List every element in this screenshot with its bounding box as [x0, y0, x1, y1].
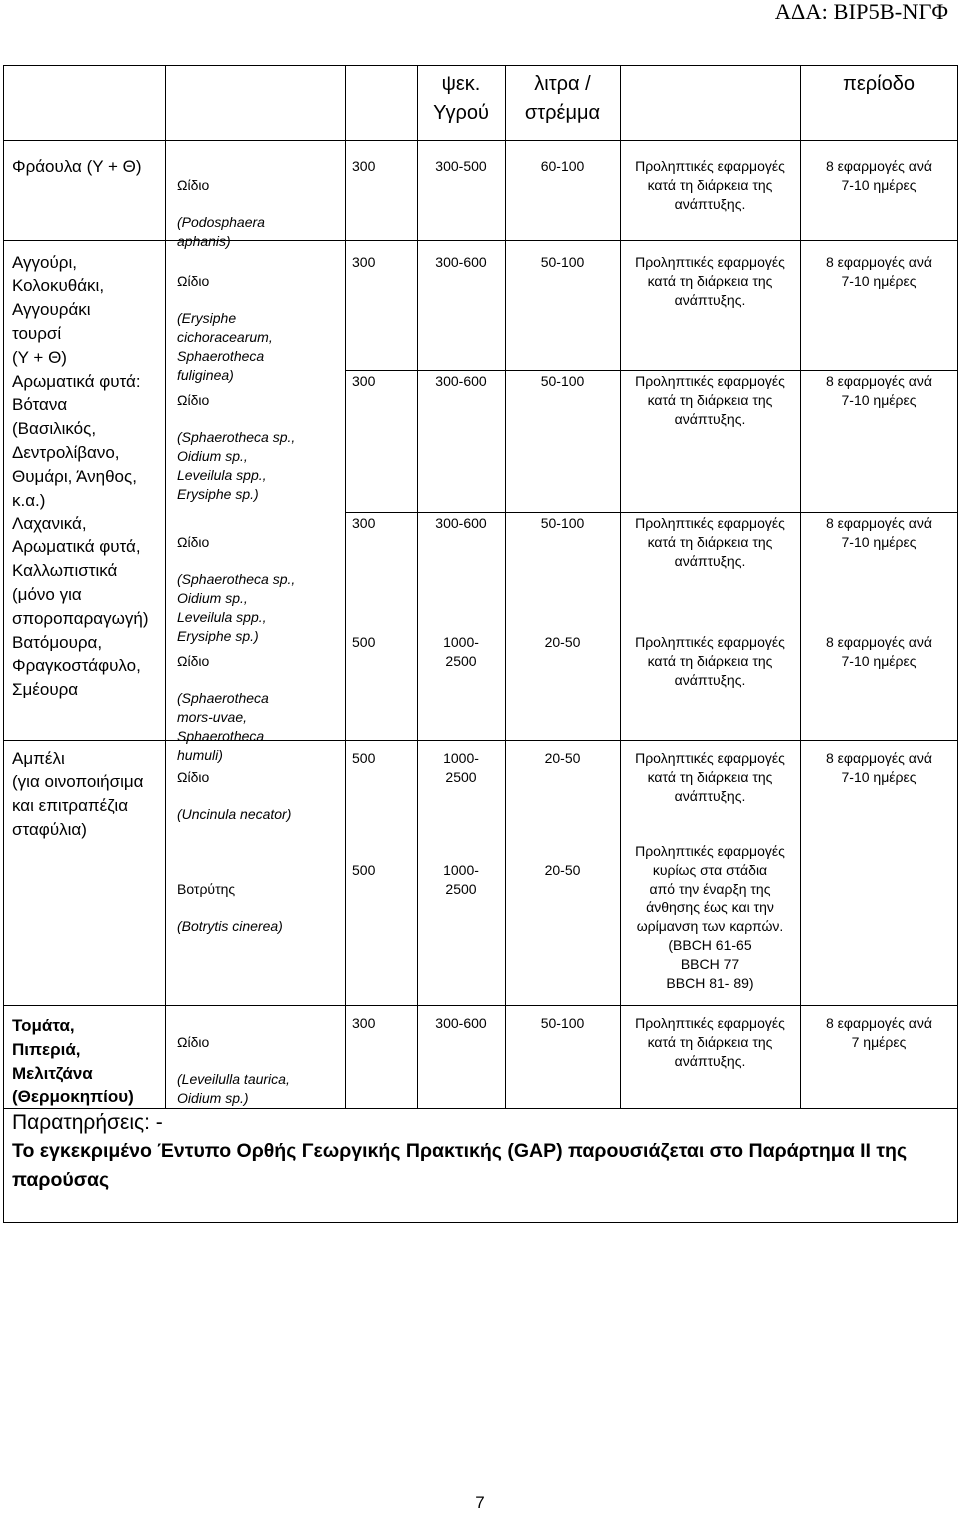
application-timing: Προληπτικές εφαρμογές κυρίως στα στάδια από την έναρξη της άνθησης έως και την ωρίμανση των καρπών. (BBCH 61-65 BBCH 77 BBCH 81- 89): [635, 843, 785, 991]
dose-per-volume-value: 300-600: [435, 373, 487, 389]
application-frequency: 8 εφαρμογές ανά 7-10 ημέρες: [826, 634, 932, 669]
crop-name: Αγγούρι, Κολοκυθάκι, Αγγουράκι τουρσί (Υ + Θ): [12, 252, 105, 367]
dose-per-volume-value: 300-600: [435, 515, 487, 531]
disease-name: Ωίδιο: [177, 272, 210, 289]
notes-text: Το εγκεκριμένο Έντυπο Ορθής Γεωργικής Πρακτικής (GAP) παρουσιάζεται στο Παράρτημα II της παρούσας: [12, 1140, 908, 1191]
application-timing: Προληπτικές εφαρμογές κατά τη διάρκεια της ανάπτυξης.: [635, 750, 785, 804]
crop-name: Λαχανικά, Αρωματικά φυτά, Καλλωπιστικά (μόνο για σποροπαραγωγή): [12, 513, 149, 628]
crop-name: Τομάτα, Πιπεριά, Μελιτζάνα (Θερμοκηπίου): [12, 1016, 134, 1107]
application-frequency: 8 εφαρμογές ανά 7-10 ημέρες: [826, 254, 932, 289]
pathogen-name: (Sphaerotheca sp., Oidium sp., Leveilula spp., Erysiphe sp.): [177, 429, 296, 502]
crop-name: Φράουλα (Υ + Θ): [12, 156, 142, 176]
dose-value: 300: [352, 254, 376, 270]
disease-name: Ωίδιο: [177, 1033, 210, 1050]
application-timing: Προληπτικές εφαρμογές κατά τη διάρκεια της ανάπτυξης.: [635, 373, 785, 427]
header-spray-liquid: ψεκ. Υγρού: [433, 73, 489, 124]
spray-volume-value: 20-50: [544, 862, 581, 878]
header-period: περίοδο: [843, 73, 915, 95]
header-liters-per-stremma: λιτρα / στρέμμα: [524, 73, 601, 124]
dose-value: 300: [352, 1015, 376, 1031]
application-frequency: 8 εφαρμογές ανά 7-10 ημέρες: [826, 515, 932, 550]
dose-per-volume-value: 1000- 2500: [443, 634, 479, 669]
pathogen-name: (Leveilulla taurica, Oidium sp.): [177, 1071, 290, 1107]
disease-name: Ωίδιο: [177, 768, 210, 785]
pathogen-name: (Sphaerotheca sp., Oidium sp., Leveilula spp., Erysiphe sp.): [177, 571, 296, 644]
dose-per-volume-value: 300-600: [435, 254, 487, 270]
disease-name: Ωίδιο: [177, 176, 210, 193]
crop-name: Βατόμουρα, Φραγκοστάφυλο, Σμέουρα: [12, 632, 141, 700]
document-code: ΑΔΑ: ΒΙΡ5Β-ΝΓΦ: [774, 0, 948, 24]
dose-per-volume-value: 1000- 2500: [443, 862, 479, 897]
application-timing: Προληπτικές εφαρμογές κατά τη διάρκεια της ανάπτυξης.: [635, 634, 785, 688]
pathogen-name: (Erysiphe cichoracearum, Sphaerotheca fuliginea): [177, 310, 273, 383]
spray-volume-value: 50-100: [540, 515, 585, 531]
dose-value: 300: [352, 515, 376, 531]
page-number: 7: [475, 1493, 485, 1512]
dose-value: 500: [352, 634, 376, 650]
application-timing: Προληπτικές εφαρμογές κατά τη διάρκεια της ανάπτυξης.: [635, 254, 785, 308]
dose-value: 300: [352, 158, 376, 174]
disease-cell: [177, 861, 343, 955]
crop-name: Αμπέλι (για οινοποιήσιμα και επιτραπέζια σταφύλια): [12, 748, 144, 839]
crop-name: Αρωματικά φυτά: Βότανα (Βασιλικός, Δεντρολίβανο, Θυμάρι, Άνηθος, κ.α.): [12, 371, 141, 510]
dose-per-volume-value: 300-600: [435, 1015, 487, 1031]
disease-name: Ωίδιο: [177, 391, 210, 408]
spray-volume-value: 20-50: [544, 634, 581, 650]
dose-per-volume-value: 300-500: [435, 158, 487, 174]
application-timing: Προληπτικές εφαρμογές κατά τη διάρκεια της ανάπτυξης.: [635, 158, 785, 212]
application-frequency: 8 εφαρμογές ανά 7-10 ημέρες: [826, 750, 932, 785]
disease-name: Ωίδιο: [177, 533, 210, 550]
spray-volume-value: 50-100: [540, 254, 585, 270]
disease-name: Ωίδιο: [177, 652, 210, 669]
application-timing: Προληπτικές εφαρμογές κατά τη διάρκεια της ανάπτυξης.: [635, 515, 785, 569]
dose-value: 300: [352, 373, 376, 389]
disease-name: Βοτρύτης: [177, 880, 236, 897]
notes-label: Παρατηρήσεις: -: [12, 1111, 163, 1134]
application-frequency: 8 εφαρμογές ανά 7-10 ημέρες: [826, 373, 932, 408]
notes-section: [12, 1108, 952, 1195]
disease-cell: [177, 372, 343, 522]
application-frequency: 8 εφαρμογές ανά 7-10 ημέρες: [826, 158, 932, 193]
dose-value: 500: [352, 750, 376, 766]
disease-cell: [177, 749, 343, 843]
spray-volume-value: 60-100: [540, 158, 585, 174]
dose-value: 500: [352, 862, 376, 878]
spray-volume-value: 50-100: [540, 1015, 585, 1031]
pathogen-name: (Sphaerotheca mors-uvae, Sphaerotheca humuli): [177, 690, 269, 763]
pathogen-name: (Uncinula necator): [177, 806, 292, 823]
pathogen-name: (Podosphaera aphanis): [177, 214, 265, 250]
application-timing: Προληπτικές εφαρμογές κατά τη διάρκεια της ανάπτυξης.: [635, 1015, 785, 1069]
spray-volume-value: 20-50: [544, 750, 581, 766]
pathogen-name: (Botrytis cinerea): [177, 918, 283, 935]
application-frequency: 8 εφαρμογές ανά 7 ημέρες: [826, 1015, 932, 1050]
spray-volume-value: 50-100: [540, 373, 585, 389]
dose-per-volume-value: 1000- 2500: [443, 750, 479, 785]
